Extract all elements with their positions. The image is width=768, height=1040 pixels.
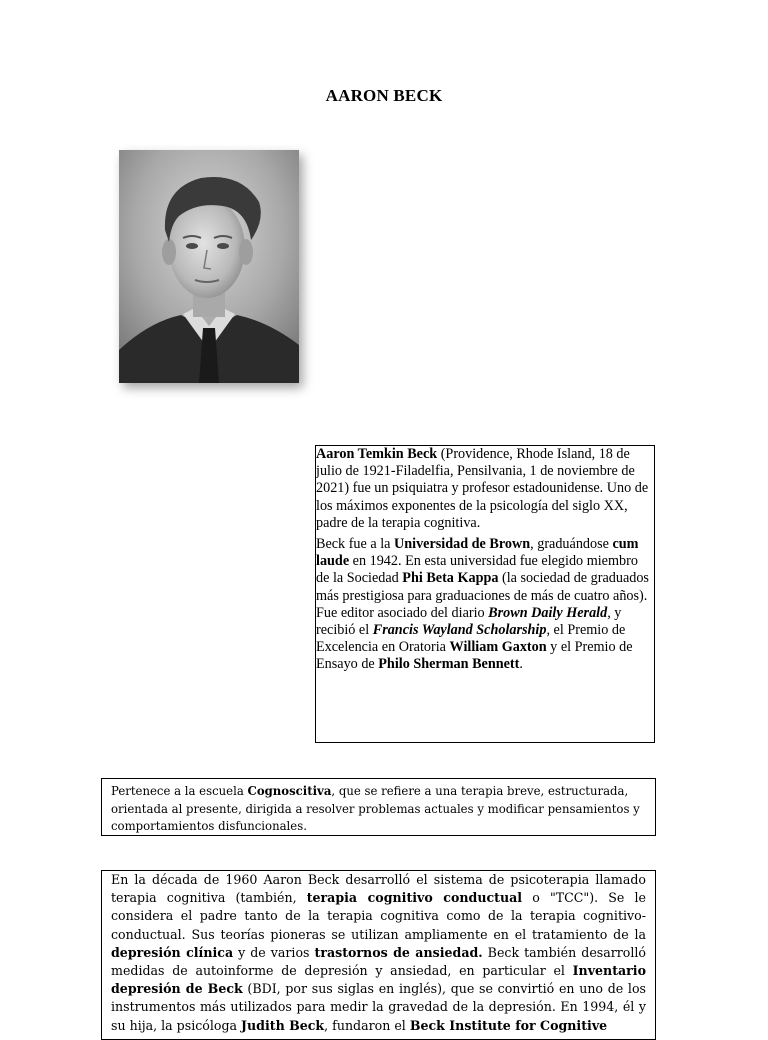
therapy-name: terapia cognitivo conductual: [306, 890, 523, 906]
history-text: y de varios: [233, 944, 315, 960]
portrait-image-icon: [119, 150, 299, 383]
history-text: En la década de 1960 Aaron Beck desarrolló el sistema de psicoterapia llamado terapia cognitiva (también,: [111, 872, 646, 906]
history-text: (BDI, por sus siglas en inglés), que se convirtió en uno de los instrumentos más utilizados para medir la gravedad de la depresión. En 1994, él y su hija, la psicóloga: [111, 981, 646, 1033]
institute-name: Beck Institute for Cognitive: [409, 1017, 608, 1033]
history-text: , fundaron el: [324, 1017, 410, 1033]
award-name: Philo Sherman Bennett: [378, 656, 520, 673]
biography-paragraph-2: [316, 536, 654, 674]
scholarship-name: Francis Wayland Scholarship: [372, 622, 547, 639]
bio-text: .: [519, 656, 523, 673]
award-name: William Gaxton: [449, 639, 547, 656]
bio-text: (la sociedad de graduados más prestigiosa para graduaciones de más de cuatro años). Fue editor asociado del diario: [316, 570, 649, 621]
page-title: AARON BECK: [325, 86, 443, 105]
school-text: Pertenece a la escuela: [111, 784, 248, 798]
history-text: Beck también desarrolló medidas de autoinforme de depresión y ansiedad, en particular el: [111, 944, 647, 979]
bio-text: en 1942. En esta universidad fue elegido miembro de la Sociedad: [316, 553, 638, 587]
honor-text: cum laude: [316, 536, 639, 570]
condition-name: trastornos de ansiedad.: [314, 944, 483, 960]
bio-text: , graduándose: [530, 536, 613, 553]
school-text: , que se refiere a una terapia breve, estructurada, orientada al presente, dirigida a resolver problemas actuales y modificar pensamientos y comportamientos disfuncionales.: [111, 784, 640, 833]
newspaper-name: Brown Daily Herald: [488, 604, 608, 621]
bio-text: , y recibió el: [316, 604, 622, 639]
biography-box: [315, 445, 655, 743]
subject-name: Aaron Temkin Beck: [316, 446, 438, 462]
inventory-name: Inventario depresión de Beck: [111, 963, 646, 997]
bio-text: , el Premio de Excelencia en Oratoria: [316, 622, 626, 656]
university-name: Universidad de Brown: [394, 536, 531, 553]
condition-name: depresión clínica: [111, 944, 234, 960]
bio-text: (Providence, Rhode Island, 18 de julio de 1921-Filadelfia, Pensilvania, 1 de noviembre de 2021) fue un psiquiatra y profesor estadounidense. Uno de los máximos exponentes de la psicología del siglo XX, padre de la terapia cognitiva.: [316, 446, 649, 531]
biography-paragraph-1: [316, 446, 654, 532]
history-text: o "TCC"). Se le considera el padre tanto de la terapia cognitiva como de la terapia cognitivo-conductual. Sus teorías pioneras se utilizan ampliamente en el tratamiento de la: [111, 890, 646, 942]
portrait-photo: [119, 150, 299, 383]
society-name: Phi Beta Kappa: [402, 570, 499, 587]
bio-text: Beck fue a la: [316, 536, 394, 553]
history-box: [101, 870, 656, 1040]
school-box: [101, 778, 656, 836]
school-name: Cognoscitiva: [247, 784, 332, 798]
bio-text: y el Premio de Ensayo de: [316, 639, 633, 673]
person-name: Judith Beck: [241, 1017, 325, 1033]
